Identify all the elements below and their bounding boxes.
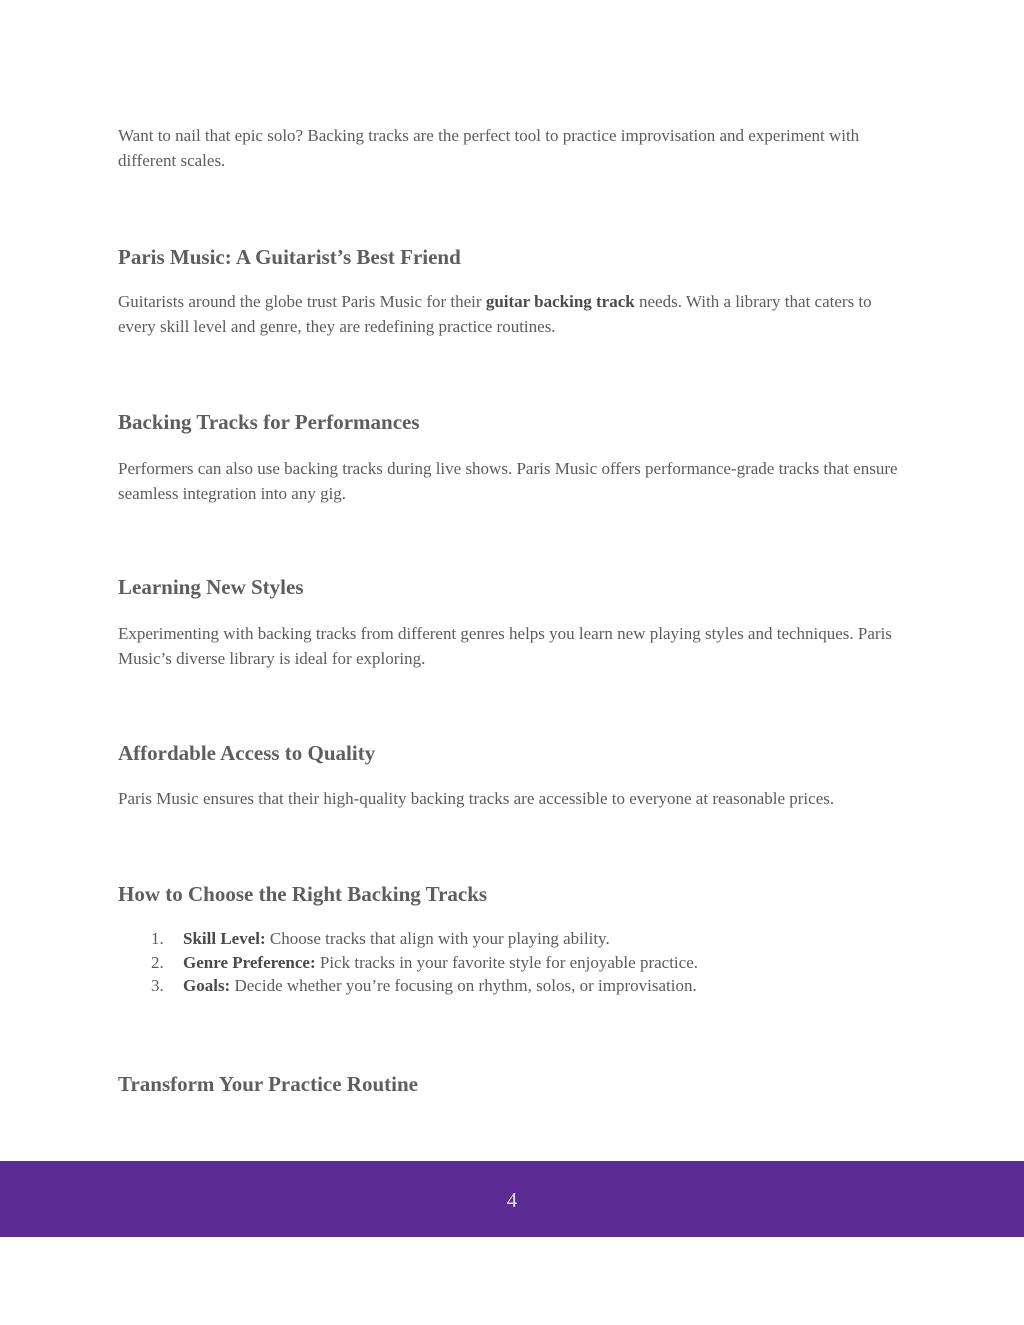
page-number: 4: [506, 1188, 518, 1212]
section-heading-paris-music: Paris Music: A Guitarist’s Best Friend: [118, 245, 461, 269]
bold-keyword: guitar backing track: [485, 292, 635, 311]
body-text: Guitarists around the globe trust Paris Music for their: [118, 292, 486, 311]
section-body-affordable: Paris Music ensures that their high-quality backing tracks are accessible to everyone at reasonable prices.: [118, 789, 835, 808]
list-number: 2.: [151, 952, 164, 972]
section-heading-learning-styles: Learning New Styles: [118, 575, 304, 599]
section-heading-performances: Backing Tracks for Performances: [118, 410, 420, 434]
section-heading-affordable: Affordable Access to Quality: [118, 741, 376, 765]
list-number: 3.: [151, 976, 164, 995]
list-item: [118, 927, 908, 951]
intro-paragraph: Want to nail that epic solo? Backing tracks are the perfect tool to practice improvisation and experiment with different scales.: [118, 126, 860, 170]
choose-tracks-list: [118, 927, 908, 998]
list-description: Choose tracks that align with your playing ability.: [265, 929, 610, 948]
footer-bar: [0, 1161, 1024, 1237]
list-term: Goals:: [183, 976, 231, 995]
section-body-learning-styles: Experimenting with backing tracks from different genres helps you learn new playing styles and techniques. Paris Music’s diverse library is ideal for exploring.: [118, 624, 892, 668]
section-body-paris-music: [118, 290, 908, 339]
section-heading-transform: Transform Your Practice Routine: [118, 1072, 418, 1096]
body-text: needs. With a library that caters to every skill level and genre, they are redefining practice routines.: [118, 292, 872, 336]
list-item: [118, 951, 908, 975]
list-description: Decide whether you’re focusing on rhythm, solos, or improvisation.: [230, 976, 697, 995]
list-description: Pick tracks in your favorite style for enjoyable practice.: [315, 952, 698, 972]
list-term: Skill Level:: [183, 929, 266, 948]
section-body-performances: Performers can also use backing tracks during live shows. Paris Music offers performance-grade tracks that ensure seamless integration into any gig.: [118, 459, 898, 503]
list-number: 1.: [151, 929, 164, 948]
list-item: [118, 974, 908, 998]
section-heading-choose-tracks: How to Choose the Right Backing Tracks: [118, 882, 488, 906]
list-term: Genre Preference:: [183, 952, 316, 972]
